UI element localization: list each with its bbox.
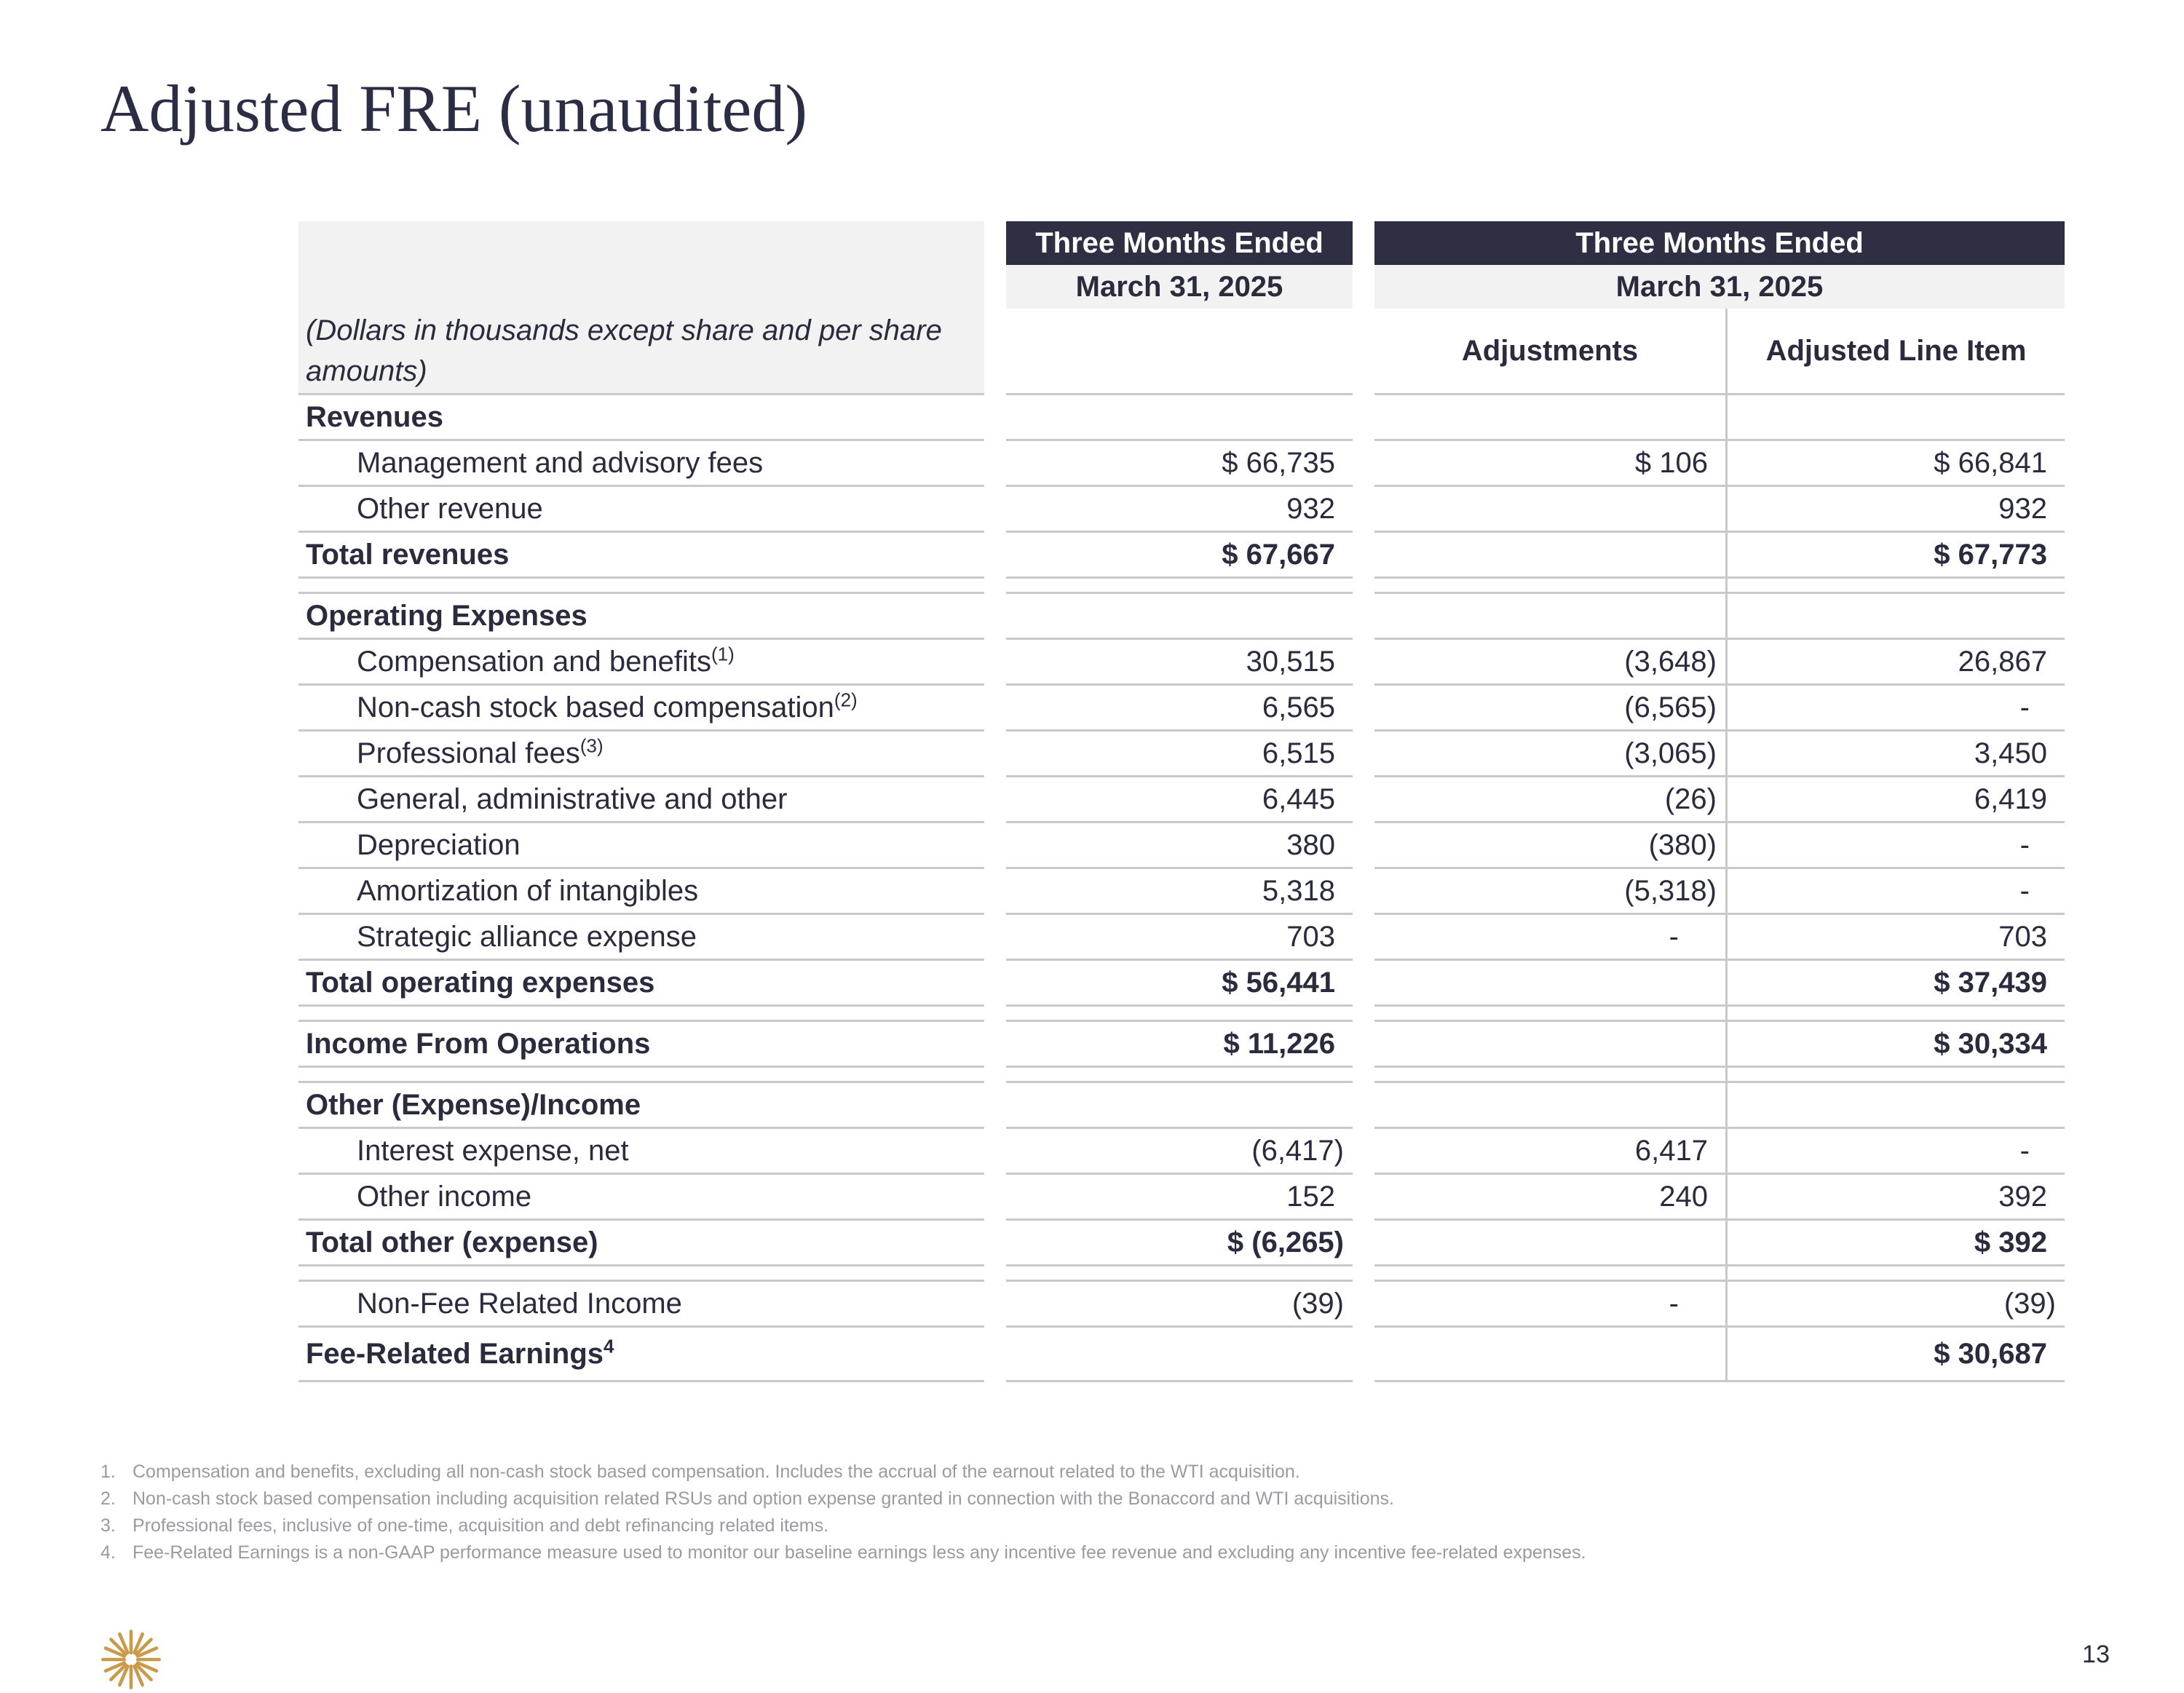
row-label: Income From Operations bbox=[298, 1022, 984, 1068]
adjustment-value: (26) bbox=[1374, 777, 1728, 823]
footnote bbox=[100, 1539, 2066, 1566]
total-row bbox=[298, 1022, 2065, 1068]
total-row bbox=[298, 961, 2065, 1007]
adjusted-value: 932 bbox=[1728, 487, 2065, 533]
table-row bbox=[298, 441, 2065, 487]
adjusted-line-item-column-header: Adjusted Line Item bbox=[1728, 309, 2065, 395]
current-value: 5,318 bbox=[1006, 869, 1353, 915]
row-label: General, administrative and other bbox=[298, 777, 984, 823]
row-label: Non-cash stock based compensation bbox=[357, 691, 834, 723]
footnote-text: Compensation and benefits, excluding all non-cash stock based compensation. Includes the accrual of the earnout related to the WTI acquisition. bbox=[132, 1462, 1300, 1482]
row-label: Other income bbox=[298, 1175, 984, 1221]
adjusted-value: $ 66,841 bbox=[1728, 441, 2065, 487]
footnote-number: 4. bbox=[100, 1542, 116, 1563]
current-value: $ 66,735 bbox=[1006, 441, 1353, 487]
current-value: 932 bbox=[1006, 487, 1353, 533]
row-label: Amortization of intangibles bbox=[298, 869, 984, 915]
adjusted-value: $ 30,334 bbox=[1728, 1022, 2065, 1068]
footnote-ref: 4 bbox=[604, 1335, 614, 1357]
current-value: $ 11,226 bbox=[1006, 1022, 1353, 1068]
adjusted-fre-table bbox=[298, 221, 2065, 1382]
current-value: (39) bbox=[1006, 1282, 1353, 1328]
page-title: Adjusted FRE (unaudited) bbox=[100, 71, 807, 146]
footnote-text: Non-cash stock based compensation including acquisition related RSUs and option expense granted in connection with the Bonaccord and WTI acquisitions. bbox=[132, 1488, 1394, 1509]
current-value: 30,515 bbox=[1006, 640, 1353, 686]
adjustment-value: (3,065) bbox=[1374, 731, 1728, 777]
adjusted-value: - bbox=[1728, 869, 2065, 915]
row-label: Management and advisory fees bbox=[298, 441, 984, 487]
section-heading: Other (Expense)/Income bbox=[298, 1083, 984, 1129]
table-row bbox=[298, 777, 2065, 823]
adjusted-value: $ 37,439 bbox=[1728, 961, 2065, 1007]
table-row bbox=[298, 686, 2065, 731]
header-row-period bbox=[298, 221, 2065, 265]
adjusted-value: 703 bbox=[1728, 915, 2065, 961]
adjusted-value: $ 392 bbox=[1728, 1221, 2065, 1266]
adjustment-value: - bbox=[1374, 1282, 1728, 1328]
row-label: Total operating expenses bbox=[298, 961, 984, 1007]
current-value: $ (6,265) bbox=[1006, 1221, 1353, 1266]
adjusted-value: - bbox=[1728, 686, 2065, 731]
adjusted-value: - bbox=[1728, 823, 2065, 869]
row-label: Non-Fee Related Income bbox=[298, 1282, 984, 1328]
total-row bbox=[298, 533, 2065, 579]
units-note: (Dollars in thousands except share and per share amounts) bbox=[298, 309, 984, 395]
current-value bbox=[1006, 1328, 1353, 1382]
footnote bbox=[100, 1486, 2066, 1512]
section-heading: Operating Expenses bbox=[298, 594, 984, 640]
footnote-number: 3. bbox=[100, 1515, 116, 1536]
header-row-columns bbox=[298, 309, 2065, 395]
section-heading-row bbox=[298, 395, 2065, 441]
adjusted-value: $ 30,687 bbox=[1728, 1328, 2065, 1382]
section-heading: Revenues bbox=[298, 395, 984, 441]
adjustment-value: (3,648) bbox=[1374, 640, 1728, 686]
row-label: Interest expense, net bbox=[298, 1129, 984, 1175]
row-label: Fee-Related Earnings bbox=[306, 1338, 604, 1370]
current-value: 152 bbox=[1006, 1175, 1353, 1221]
footnote-number: 1. bbox=[100, 1462, 116, 1482]
footnote-ref: (2) bbox=[834, 689, 858, 711]
current-value: 703 bbox=[1006, 915, 1353, 961]
footnotes bbox=[100, 1459, 2066, 1566]
header-row-date bbox=[298, 265, 2065, 309]
adjustment-value: (6,565) bbox=[1374, 686, 1728, 731]
current-value: 380 bbox=[1006, 823, 1353, 869]
current-value: (6,417) bbox=[1006, 1129, 1353, 1175]
adjustment-value: - bbox=[1374, 915, 1728, 961]
footnote bbox=[100, 1512, 2066, 1539]
row-label: Total other (expense) bbox=[298, 1221, 984, 1266]
footnote-ref: (3) bbox=[579, 734, 604, 757]
row-label: Strategic alliance expense bbox=[298, 915, 984, 961]
current-value: 6,445 bbox=[1006, 777, 1353, 823]
adjusted-value: 6,419 bbox=[1728, 777, 2065, 823]
total-row bbox=[298, 1328, 2065, 1382]
row-label: Professional fees bbox=[357, 737, 580, 769]
table-row bbox=[298, 915, 2065, 961]
row-label: Depreciation bbox=[298, 823, 984, 869]
col-adjusted-period-heading: Three Months Ended bbox=[1374, 221, 2065, 265]
col-current-period-heading: Three Months Ended bbox=[1006, 221, 1353, 265]
col-current-date: March 31, 2025 bbox=[1006, 265, 1353, 309]
footnote-number: 2. bbox=[100, 1488, 116, 1509]
section-heading-row bbox=[298, 1083, 2065, 1129]
row-label: Other revenue bbox=[298, 487, 984, 533]
footnote-ref: (1) bbox=[711, 643, 735, 665]
row-label: Total revenues bbox=[298, 533, 984, 579]
footnote-text: Fee-Related Earnings is a non-GAAP performance measure used to monitor our baseline earnings less any incentive fee revenue and excluding any incentive fee-related expenses. bbox=[132, 1542, 1586, 1563]
adjustment-value: (380) bbox=[1374, 823, 1728, 869]
current-value: 6,565 bbox=[1006, 686, 1353, 731]
current-value: $ 67,667 bbox=[1006, 533, 1353, 579]
adjustment-value bbox=[1374, 1328, 1728, 1382]
adjustment-value bbox=[1374, 1221, 1728, 1266]
table-row bbox=[298, 731, 2065, 777]
adjustment-value bbox=[1374, 533, 1728, 579]
footnote bbox=[100, 1459, 2066, 1486]
adjustment-value: 6,417 bbox=[1374, 1129, 1728, 1175]
table-row bbox=[298, 640, 2065, 686]
adjustment-value: (5,318) bbox=[1374, 869, 1728, 915]
current-value: $ 56,441 bbox=[1006, 961, 1353, 1007]
adjustment-value: $ 106 bbox=[1374, 441, 1728, 487]
table-row bbox=[298, 869, 2065, 915]
footnote-text: Professional fees, inclusive of one-time, acquisition and debt refinancing related items. bbox=[132, 1515, 829, 1536]
col-adjusted-date: March 31, 2025 bbox=[1374, 265, 2065, 309]
table-row bbox=[298, 1282, 2065, 1328]
page-number: 13 bbox=[2082, 1641, 2110, 1668]
adjusted-value: - bbox=[1728, 1129, 2065, 1175]
adjusted-value: 26,867 bbox=[1728, 640, 2065, 686]
adjusted-value: 3,450 bbox=[1728, 731, 2065, 777]
current-value: 6,515 bbox=[1006, 731, 1353, 777]
adjustment-value: 240 bbox=[1374, 1175, 1728, 1221]
adjusted-value: 392 bbox=[1728, 1175, 2065, 1221]
adjusted-value: $ 67,773 bbox=[1728, 533, 2065, 579]
starburst-logo-icon bbox=[98, 1626, 165, 1693]
adjustment-value bbox=[1374, 487, 1728, 533]
table-row bbox=[298, 487, 2065, 533]
table-row bbox=[298, 1175, 2065, 1221]
table-row bbox=[298, 823, 2065, 869]
adjusted-value: (39) bbox=[1728, 1282, 2065, 1328]
adjustment-value bbox=[1374, 961, 1728, 1007]
section-heading-row bbox=[298, 594, 2065, 640]
adjustments-column-header: Adjustments bbox=[1374, 309, 1728, 395]
table-row bbox=[298, 1129, 2065, 1175]
adjustment-value bbox=[1374, 1022, 1728, 1068]
row-label: Compensation and benefits bbox=[357, 646, 711, 678]
total-row bbox=[298, 1221, 2065, 1266]
